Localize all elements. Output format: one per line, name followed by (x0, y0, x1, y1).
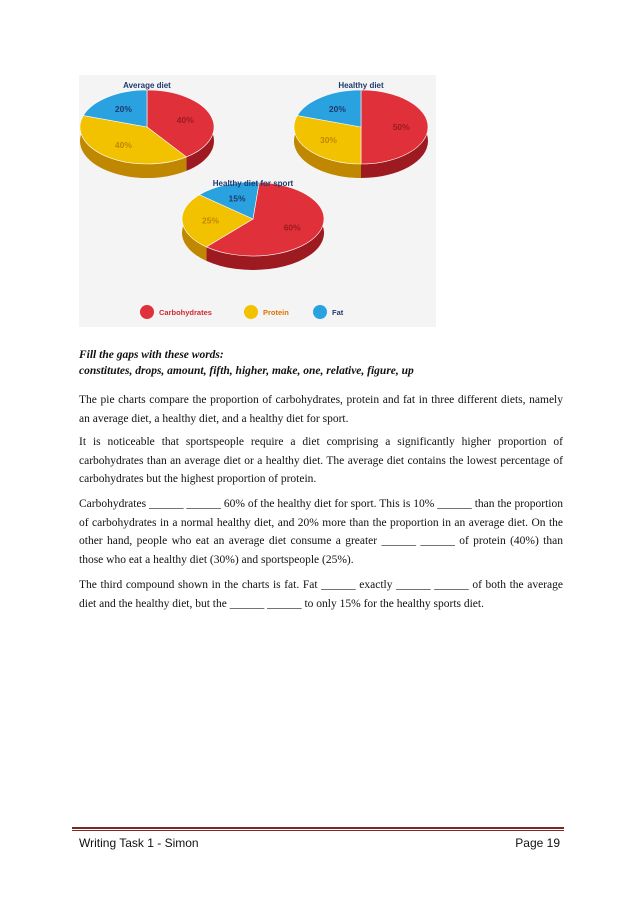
legend-label-carbohydrates: Carbohydrates (159, 308, 212, 317)
legend-swatch-fat (313, 305, 327, 319)
slice-label-fat: 20% (328, 104, 346, 115)
slice-label-protein: 30% (319, 135, 337, 146)
legend-label-protein: Protein (263, 308, 289, 317)
page-number: Page 19 (515, 836, 560, 850)
pie-title: Healthy diet (338, 81, 384, 90)
paragraph-introduction: The pie charts compare the proportion of carbohydrates, protein and fat in three different diets, namely an average diet, a healthy diet, and a healthy diet for sport. (79, 394, 563, 425)
pie-title: Healthy diet for sport (212, 179, 294, 188)
gap-fill-instructions (79, 347, 563, 379)
instructions-heading: Fill the gaps with these words: (79, 349, 224, 361)
paragraph-fat: The third compound shown in the charts is fat. Fat ______ exactly ______ ______ of both the average diet and the healthy diet, but the ______ ______ to only 15% for the healthy sports diet. (79, 579, 563, 610)
paragraph-overview: It is noticeable that sportspeople require a diet comprising a significantly higher proportion of carbohydrates than an average diet or a healthy diet. The average diet contains the lowest percentage of carbohydrates but the highest proportion of protein. (79, 436, 563, 485)
slice-label-carbohydrates: 40% (176, 115, 194, 126)
slice-label-fat: 15% (228, 193, 246, 204)
paragraph-carbohydrates-protein: Carbohydrates ______ ______ 60% of the healthy diet for sport. This is 10% ______ than the proportion of carbohydrates in a normal healthy diet, and 20% more than the proportion in an average diet. On the other hand, people who eat an average diet consume a greater ______ ______ of protein (40%) than those who eat a healthy diet (30%) and sportspeople (25%). (79, 498, 563, 566)
footer-divider-thin (72, 830, 564, 831)
slice-label-protein: 40% (114, 139, 132, 150)
pie-healthy-diet-for-sport (182, 179, 324, 270)
legend-label-fat: Fat (332, 308, 344, 317)
slice-label-fat: 20% (114, 104, 132, 115)
legend-swatch-protein (244, 305, 258, 319)
slice-label-protein: 25% (201, 215, 220, 226)
pie-charts-figure (79, 75, 436, 327)
slice-label-carbohydrates: 50% (392, 122, 410, 132)
footer-divider-thick (72, 827, 564, 829)
pie-title: Average diet (123, 81, 171, 90)
footer-title: Writing Task 1 - Simon (79, 836, 199, 850)
word-bank: constitutes, drops, amount, fifth, higher, make, one, relative, figure, up (79, 365, 414, 377)
pie-charts-svg (79, 75, 436, 327)
legend-swatch-carbohydrates (140, 305, 154, 319)
slice-label-carbohydrates: 60% (283, 222, 301, 233)
